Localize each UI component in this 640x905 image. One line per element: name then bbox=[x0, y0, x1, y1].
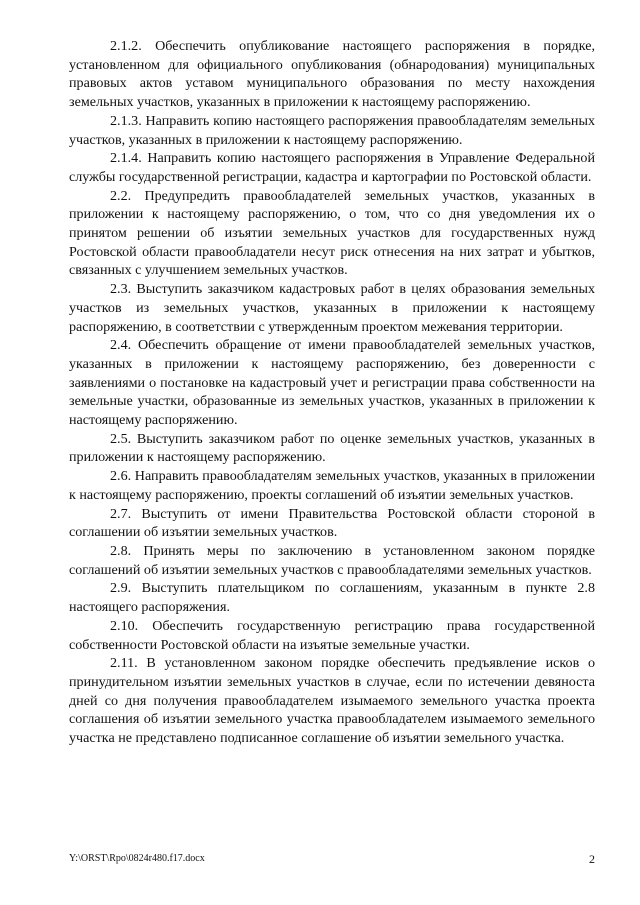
paragraph-2-7: 2.7. Выступить от имени Правительства Ростовской области стороной в соглашении об изъятии земельных участков. bbox=[69, 505, 595, 541]
paragraph-2-1-3: 2.1.3. Направить копию настоящего распоряжения правообладателям земельных участков, указанных в приложении к настоящему распоряжению. bbox=[69, 112, 595, 148]
paragraph-2-11: 2.11. В установленном законом порядке обеспечить предъявление исков о принудительном изъятии земельных участков в случае, если по истечении девяноста дней со дня получения правообладателем изымаемого земельного участка проекта соглашения об изъятии земельного участка правообладателем изымаемого земельного участка не представлено подписанное соглашение об изъятии земельного участка. bbox=[69, 655, 595, 747]
paragraph-2-5: 2.5. Выступить заказчиком работ по оценке земельных участков, указанных в приложении к настоящему распоряжению. bbox=[69, 430, 595, 466]
paragraph-2-4: 2.4. Обеспечить обращение от имени правообладателей земельных участков, указанных в приложении к настоящему распоряжению, без доверенности с заявлениями о постановке на кадастровый учет и регистрации права собственности на земельные участки, образованные из земельных участков, указанных в приложении к настоящему распоряжению. bbox=[69, 337, 595, 429]
paragraph-2-2: 2.2. Предупредить правообладателей земельных участков, указанных в приложении к настоящему распоряжению, о том, что со дня уведомления их о принятом решении об изъятии земельных участков для государственных нужд Ростовской области правообладатели несут риск отнесения на них затрат и убытков, связанных с улучшением земельных участков. bbox=[69, 187, 595, 279]
paragraph-2-10: 2.10. Обеспечить государственную регистрацию права государственной собственности Ростовской области на изъятые земельные участки. bbox=[69, 617, 595, 653]
document-body bbox=[69, 37, 595, 748]
file-path: Y:\ORST\Rpo\0824r480.f17.docx bbox=[69, 853, 205, 864]
paragraph-2-1-4: 2.1.4. Направить копию настоящего распоряжения в Управление Федеральной службы государственной регистрации, кадастра и картографии по Ростовской области. bbox=[69, 150, 595, 185]
paragraph-2-3: 2.3. Выступить заказчиком кадастровых работ в целях образования земельных участков из земельных участков, указанных в приложении к настоящему распоряжению, в соответствии с утвержденным проектом межевания территории. bbox=[69, 281, 595, 335]
paragraph-2-9: 2.9. Выступить плательщиком по соглашениям, указанным в пункте 2.8 настоящего распоряжения. bbox=[69, 580, 595, 616]
paragraph-2-6: 2.6. Направить правообладателям земельных участков, указанных в приложении к настоящему распоряжению, проекты соглашений об изъятии земельных участков. bbox=[69, 468, 595, 503]
paragraph-2-8: 2.8. Принять меры по заключению в установленном законом порядке соглашений об изъятии земельных участков с правообладателями земельных участков. bbox=[69, 542, 595, 578]
paragraph-2-1-2: 2.1.2. Обеспечить опубликование настоящего распоряжения в порядке, установленном для официального опубликования (обнародования) муниципальных правовых актов уставом муниципального образования по месту нахождения земельных участков, указанных в приложении к настоящему распоряжению. bbox=[69, 38, 595, 111]
page-number: 2 bbox=[589, 852, 595, 866]
